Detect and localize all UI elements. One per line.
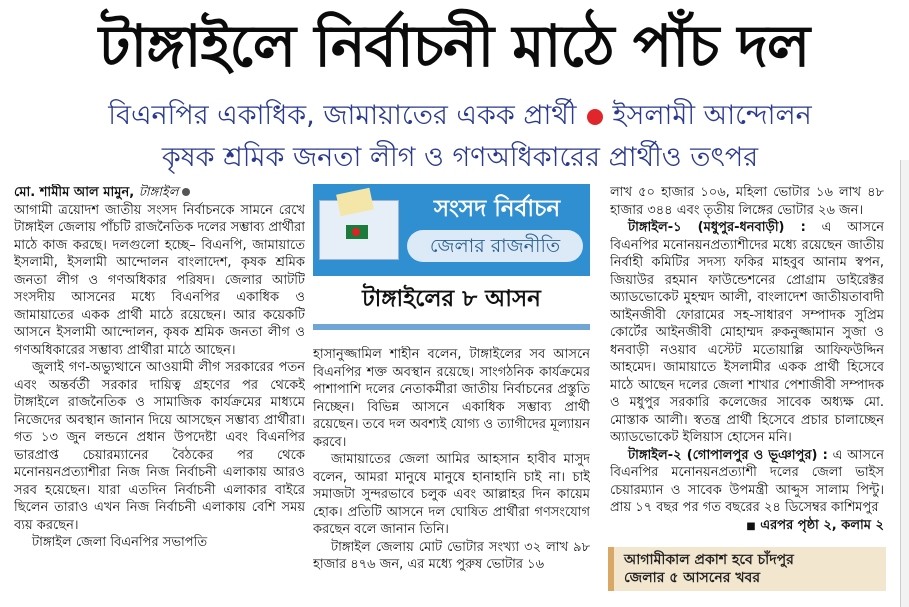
paragraph: টাঙ্গাইল জেলা বিএনপির সভাপতি bbox=[32, 535, 208, 550]
paragraph: আগামী ত্রয়োদশ জাতীয় সংসদ নির্বাচনকে সামনে রেখে টাঙ্গাইল জেলায় পাঁচটি রাজনৈতিক দলের সম্ভাব্য প্রার্থীরা মাঠে কাজ করছে। দলগুলো হচ্ছে– বিএনপি, জামায়াতে ইসলামী, ইসলামী আন্দোলন বাংলাদেশ, কৃষক শ্রমিক জনতা লীগ ও গণঅধিকার পরিষদ। জেলার আটটি সংসদীয় আসনের মধ্যে বিএনপির একাধিক ও জামায়াতের একক প্রার্থী মাঠে রয়েছেন। আর কয়েকটি আসনে ইসলামী আন্দোলন, কৃষক শ্রমিক জনতা লীগ ও গণঅধিকারের সম্ভাব্য প্রার্থীরা মাঠে আছেন। bbox=[14, 202, 305, 358]
triangle-icon: ■ bbox=[746, 520, 756, 532]
adjacent-page-edge bbox=[900, 160, 909, 607]
seat-text: এ আসনে বিএনপির মনোনয়নপ্রত্যাশীদের মধ্যে রয়েছেন জাতীয় নির্বাহী কমিটির সদস্য ফকির মাহবুব আনাম স্বপন, জিয়াউর রহমান ফাউন্ডেশনের প্রোগ্রাম ডাইরেক্টর অ্যাডভোকেট মুহম্মদ আলী, বাংলাদেশ জাতীয়তাবাদী আইনজীবী ফোরামের সহ-সাধারণ সম্পাদক সুপ্রিম কোর্টের আইনজীবী মোহাম্মদ রুকনুজ্জামান সুজা ও ধনবাড়ী নওয়াব এস্টেট মতোয়াল্লি আফিফউদ্দিন আহমেদ। জামায়াতে ইসলামীর একক প্রার্থী হিসেবে মাঠে আছেন দলের জেলা শাখার পেশাজীবী সম্পাদক ও মধুপুর সরকারি কলেজের সাবেক অধ্যক্ষ মো. মোস্তাক আলী। স্বতন্ত্র প্রার্থী হিসেবে প্রচার চালাচ্ছেন অ্যাডভোকেট ইলিয়াস হোসেন মনি। bbox=[610, 220, 884, 445]
ballot-paper-icon bbox=[336, 188, 374, 217]
paragraph: জুলাই গণ-অভ্যুত্থানে আওয়ামী লীগ সরকারের পতন এবং অন্তর্বর্তী সরকার দায়িত্ব গ্রহণের পর থেকেই টাঙ্গাইলে রাজনৈতিক ও সামাজিক কার্যক্রমের মাধ্যমে নিজেদের অবস্থান জানান দিয়ে আসছেন সম্ভাব্য প্রার্থীরা। গত ১৩ জুন লন্ডনে প্রধান উপদেষ্টা এবং বিএনপির ভারপ্রাপ্ত চেয়ারম্যানের বৈঠকের পর থেকে মনোনয়নপ্রত্যাশীরা নিজ নিজ নির্বাচনী এলাকায় আরও সরব হয়েছেন। যারা এতদিন নির্বাচনী এলাকার বাইরে ছিলেন তারাও এখন নিজ নির্বাচনী এলাকায় বেশি সময় ব্যয় করছেন। bbox=[14, 360, 305, 533]
seat-text: এ আসনে বিএনপির মনোনয়নপ্রত্যাশী দলের জেলা ভাইস চেয়ারম্যান ও সাবেক উপমন্ত্রী আব্দুস সালাম পিন্টু। প্রায় ১৭ বছর পর গত বছরের ২৪ ডিসেম্বর কাশিমপুর bbox=[610, 447, 884, 515]
banner-title: সংসদ নির্বাচন bbox=[433, 196, 561, 222]
continued-text: এরপর পৃষ্ঠা ২, কলাম ২ bbox=[760, 517, 884, 533]
promo-line2: জেলার ৫ আসনের খবর bbox=[624, 570, 761, 586]
flag-icon bbox=[346, 225, 368, 239]
seat-section bbox=[610, 447, 884, 517]
article-column-3 bbox=[610, 184, 884, 544]
byline bbox=[14, 184, 305, 202]
subheadline-line2: কৃষক শ্রমিক জনতা লীগ ও গণঅধিকারের প্রার্থীও তৎপর bbox=[161, 142, 759, 173]
subheadline-part-a: বিএনপির একাধিক, জামায়াতের একক প্রার্থী bbox=[108, 100, 577, 131]
byline-location: টাঙ্গাইল bbox=[138, 185, 179, 200]
paragraph: লাখ ৫০ হাজার ১০৬, মহিলা ভোটার ১৬ লাখ ৪৮ হাজার ৩৪৪ এবং তৃতীয় লিঙ্গের ভোটার ২৬ জন। bbox=[610, 185, 884, 218]
banner-subtitle: জেলার রাজনীতি bbox=[407, 230, 583, 262]
continued-note bbox=[610, 517, 884, 536]
red-bullet-icon bbox=[587, 109, 603, 125]
election-banner bbox=[313, 184, 590, 334]
article-column-2 bbox=[313, 346, 590, 607]
banner-seats-title: টাঙ্গাইলের ৮ আসন bbox=[362, 286, 541, 312]
ballot-box-icon bbox=[319, 200, 399, 260]
byline-name: মো. শামীম আল মামুন, bbox=[14, 185, 135, 200]
subheadline-line1 bbox=[60, 96, 860, 136]
paragraph: হাসানুজ্জামিল শাহীন বলেন, টাঙ্গাইলের সব আসনে বিএনপির শক্ত অবস্থান রয়েছে। সাংগঠনিক কার্যক্রমের পাশাপাশি দলের নেতাকর্মীরা জাতীয় নির্বাচনের প্রস্তুতি নিচ্ছেন। বিভিন্ন আসনে একাধিক সম্ভাব্য প্রার্থী রয়েছেন। তবে দল অবশ্যই যোগ্য ও ত্যাগীদের মূল্যায়ন করবে। bbox=[313, 347, 590, 450]
next-day-promo bbox=[608, 547, 886, 591]
page-headline: টাঙ্গাইলে নির্বাচনী মাঠে পাঁচ দল bbox=[98, 12, 810, 80]
seat-section bbox=[610, 219, 884, 447]
byline-dot-icon bbox=[182, 188, 190, 196]
subheadline-part-b: ইসলামী আন্দোলন bbox=[612, 100, 812, 131]
seat-label: টাঙ্গাইল-২ (গোপালপুর ও ভূঞাপুর) : bbox=[628, 447, 828, 463]
article-column-1 bbox=[14, 184, 305, 607]
promo-line1: আগামীকাল প্রকাশ হবে চাঁদপুর bbox=[624, 552, 794, 568]
paragraph: টাঙ্গাইল জেলায় মোট ভোটার সংখ্যা ৩২ লাখ ৯৮ হাজার ৪৭৬ জন, এর মধ্যে পুরুষ ভোটার ১৬ bbox=[313, 539, 590, 572]
paragraph: জামায়াতের জেলা আমির আহসান হাবীব মাসুদ বলেন, আমরা মানুষে মানুষে হানাহানি চাই না। চাই সমাজটা সুন্দরভাবে চলুক এবং আল্লাহর দিন কায়েম হোক। প্রতিটি আসনে দল ঘোষিত প্রার্থীরা গণসংযোগ করছেন বলে জানান তিনি। bbox=[313, 452, 590, 537]
seat-label: টাঙ্গাইল-১ (মধুপুর-ধনবাড়ী) : bbox=[628, 220, 806, 235]
banner-top bbox=[313, 184, 590, 276]
banner-divider bbox=[313, 324, 590, 330]
